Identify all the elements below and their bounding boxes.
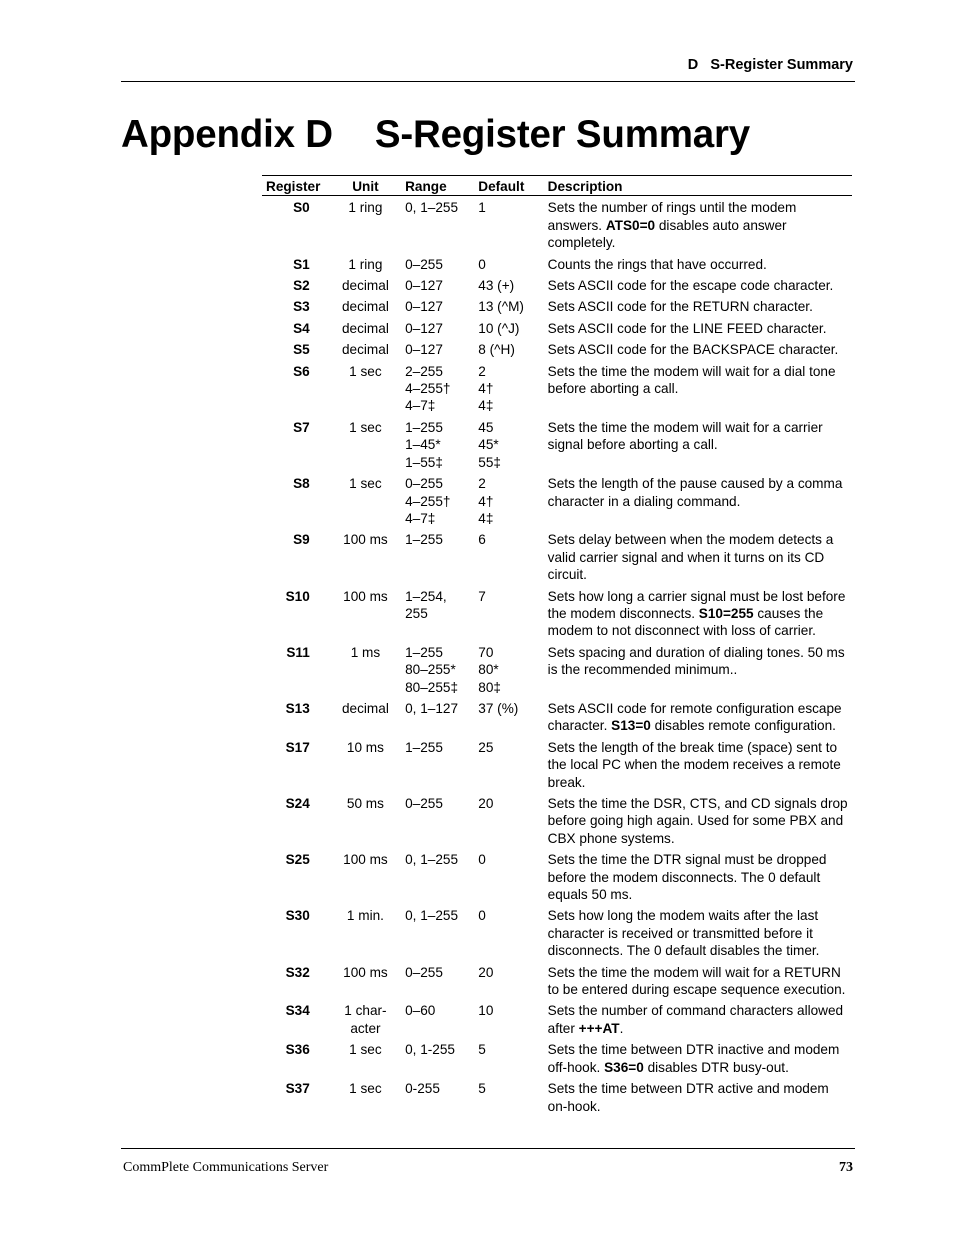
register-cell: S10 xyxy=(285,588,310,604)
table-row xyxy=(262,586,852,642)
range-cell: 0–60 xyxy=(405,1003,436,1019)
description-text: Sets the time the DSR, CTS, and CD signals drop before going high again. Used for some PBX and CBX phone systems. xyxy=(547,796,848,846)
description-cell xyxy=(548,1039,852,1078)
description-cell xyxy=(548,793,852,849)
range-cell: 0–127 xyxy=(405,278,443,294)
description-text: Sets the time the DTR signal must be dropped before the modem disconnects. The 0 default equals 50 ms. xyxy=(547,852,827,903)
unit-cell: 100 ms xyxy=(343,532,388,548)
unit-cell: 100 ms xyxy=(343,852,388,868)
description-cell xyxy=(548,905,852,961)
table-row xyxy=(262,318,852,339)
range-cell: 0–127 xyxy=(405,342,443,358)
register-cell: S25 xyxy=(285,852,310,868)
default-cell: 2 4† 4‡ xyxy=(478,476,494,526)
range-cell: 1–255 80–255* 80–255‡ xyxy=(405,644,459,695)
description-text: Sets the length of the break time (space) sent to the local PC when the modem receives a remote break. xyxy=(547,739,841,790)
table-row xyxy=(262,361,852,417)
description-text: Sets ASCII code for the escape code character. xyxy=(547,278,834,294)
table-row xyxy=(262,275,852,296)
description-text: Sets the time the modem will wait for a carrier signal before aborting a call. xyxy=(547,419,823,453)
description-text: Sets the number of command characters allowed after xyxy=(547,1003,844,1036)
description-text: Sets the time between DTR inactive and modem off-hook. xyxy=(547,1042,840,1075)
table-row xyxy=(262,254,852,275)
register-cell: S7 xyxy=(293,419,310,435)
table-row xyxy=(262,1000,852,1039)
register-cell: S5 xyxy=(293,342,310,358)
table-row xyxy=(262,793,852,849)
unit-cell: 1 ring xyxy=(348,256,383,272)
page-title: Appendix D S-Register Summary xyxy=(121,113,751,156)
column-header-range: Range xyxy=(401,176,478,196)
description-text: Sets how long the modem waits after the last character is received or transmitted before it disconnects. The 0 default disables the timer. xyxy=(547,908,820,959)
register-cell: S36 xyxy=(285,1042,310,1058)
description-cell xyxy=(548,417,852,473)
unit-cell: decimal xyxy=(342,342,389,358)
range-cell: 0–255 xyxy=(405,796,443,811)
range-cell: 0–127 xyxy=(405,320,443,336)
unit-cell: decimal xyxy=(342,299,389,315)
table-body xyxy=(262,196,852,1117)
register-cell: S2 xyxy=(293,278,310,294)
default-cell: 37 (%) xyxy=(478,700,519,716)
range-cell: 1–255 xyxy=(405,532,443,548)
description-cell xyxy=(548,1078,852,1117)
description-cell xyxy=(548,642,852,698)
table-row xyxy=(262,962,852,1001)
default-cell: 13 (^M) xyxy=(478,299,524,315)
range-cell: 0, 1-255 xyxy=(405,1042,455,1058)
description-text: Sets ASCII code for the BACKSPACE character. xyxy=(547,342,839,358)
table-row xyxy=(262,849,852,905)
register-cell: S24 xyxy=(285,796,310,811)
unit-cell: decimal xyxy=(342,320,389,336)
default-cell: 8 (^H) xyxy=(478,342,515,358)
description-text: Sets the time the modem will wait for a dial tone before aborting a call. xyxy=(547,363,836,397)
description-text: Sets spacing and duration of dialing tones. 50 ms is the recommended minimum.. xyxy=(547,644,845,678)
description-cell xyxy=(548,737,852,793)
unit-cell: 1 sec xyxy=(349,419,382,435)
range-cell: 0–255 4–255† 4–7‡ xyxy=(405,476,451,526)
table-row xyxy=(262,473,852,529)
default-cell: 45 45* 55‡ xyxy=(478,419,501,470)
description-cell xyxy=(548,361,852,417)
default-cell: 20 xyxy=(478,964,494,980)
description-cell xyxy=(548,196,852,254)
range-cell: 2–255 4–255† 4–7‡ xyxy=(405,363,451,414)
description-cell xyxy=(548,849,852,905)
range-cell: 0–255 xyxy=(405,256,443,272)
register-cell: S9 xyxy=(293,532,310,548)
table-row xyxy=(262,1078,852,1117)
register-cell: S1 xyxy=(293,256,310,272)
description-cell xyxy=(548,1000,852,1039)
description-cell xyxy=(548,473,852,529)
description-cell xyxy=(548,275,852,296)
default-cell: 70 80* 80‡ xyxy=(478,644,501,695)
default-cell: 0 xyxy=(478,256,486,272)
table-row xyxy=(262,296,852,317)
description-text: Sets ASCII code for the RETURN character. xyxy=(547,299,813,315)
unit-cell: 100 ms xyxy=(343,964,388,980)
description-text: Sets the time the modem will wait for a RETURN to be entered during escape sequence execution. xyxy=(547,964,846,998)
description-text: Sets the number of rings until the modem answers. xyxy=(547,200,797,233)
description-text: Counts the rings that have occurred. xyxy=(547,256,767,272)
default-cell: 5 xyxy=(478,1042,486,1058)
command-text: S13=0 xyxy=(611,718,651,734)
description-cell xyxy=(548,529,852,585)
unit-cell: 1 sec xyxy=(349,363,382,379)
table-row xyxy=(262,905,852,961)
table-row xyxy=(262,529,852,585)
command-text: S10=255 xyxy=(698,605,754,621)
range-cell: 0, 1–255 xyxy=(405,200,459,216)
unit-cell: 1 sec xyxy=(349,1042,382,1058)
table-row xyxy=(262,339,852,360)
register-cell: S4 xyxy=(293,320,310,336)
unit-cell: 1 min. xyxy=(346,908,384,924)
description-text: Sets the length of the pause caused by a comma character in a dialing command. xyxy=(547,476,843,509)
register-cell: S34 xyxy=(285,1003,310,1019)
default-cell: 20 xyxy=(478,796,494,811)
range-cell: 0, 1–255 xyxy=(405,852,459,868)
table-row xyxy=(262,1039,852,1078)
default-cell: 43 (+) xyxy=(478,278,515,294)
register-cell: S30 xyxy=(285,908,310,924)
range-cell: 0–255 xyxy=(405,964,443,980)
register-cell: S3 xyxy=(293,299,310,315)
description-cell xyxy=(548,962,852,1001)
range-cell: 1–255 1–45* 1–55‡ xyxy=(405,419,443,470)
column-header-unit: Unit xyxy=(330,176,401,196)
range-cell: 0–127 xyxy=(405,299,443,315)
description-text: causes the modem to not disconnect with loss of carrier. xyxy=(547,605,824,639)
page-number: 73 xyxy=(839,1160,853,1175)
footer-title: CommPlete Communications Server xyxy=(123,1160,329,1175)
range-cell: 0-255 xyxy=(405,1081,440,1097)
register-cell: S37 xyxy=(285,1081,310,1097)
description-text: Sets the time between DTR active and modem on-hook. xyxy=(547,1081,829,1114)
default-cell: 0 xyxy=(478,852,486,868)
description-cell xyxy=(548,254,852,275)
description-text: Sets ASCII code for the LINE FEED character. xyxy=(547,320,827,336)
default-cell: 25 xyxy=(478,739,494,755)
register-cell: S6 xyxy=(293,363,310,379)
description-cell xyxy=(548,698,852,737)
header-rule xyxy=(121,81,855,82)
unit-cell: 1 ring xyxy=(348,200,383,216)
unit-cell: 1 sec xyxy=(349,1081,382,1097)
command-text: S36=0 xyxy=(604,1059,644,1075)
unit-cell: 1 char- acter xyxy=(344,1003,387,1036)
description-text: Sets ASCII code for remote configuration escape character. xyxy=(547,700,842,734)
description-text: disables DTR busy-out. xyxy=(643,1059,789,1075)
description-text: disables remote configuration. xyxy=(650,718,836,734)
unit-cell: decimal xyxy=(342,700,389,716)
description-text: Sets how long a carrier signal must be lost before the modem disconnects. xyxy=(547,588,846,621)
unit-cell: 50 ms xyxy=(346,796,384,811)
column-header-description: Description xyxy=(548,176,852,196)
s-register-table xyxy=(262,175,852,1117)
default-cell: 10 xyxy=(478,1003,494,1019)
default-cell: 1 xyxy=(478,200,486,216)
unit-cell: 1 ms xyxy=(350,644,381,660)
command-text: ATS0=0 xyxy=(605,217,656,233)
range-cell: 1–254, 255 xyxy=(405,588,447,621)
default-cell: 0 xyxy=(478,908,486,924)
command-text: +++AT xyxy=(578,1020,620,1036)
column-header-register: Register xyxy=(262,176,330,196)
description-cell xyxy=(548,339,852,360)
default-cell: 2 4† 4‡ xyxy=(478,363,494,414)
table-row xyxy=(262,417,852,473)
description-text: disables auto answer completely. xyxy=(547,217,787,251)
column-header-default: Default xyxy=(478,176,547,196)
register-cell: S32 xyxy=(285,964,310,980)
table-header-row xyxy=(262,176,852,196)
default-cell: 6 xyxy=(478,532,486,548)
register-cell: S0 xyxy=(293,200,310,216)
table-row xyxy=(262,196,852,254)
footer-rule xyxy=(121,1148,855,1149)
table-row xyxy=(262,698,852,737)
running-head: D S-Register Summary xyxy=(687,57,853,73)
description-text: . xyxy=(619,1020,624,1036)
range-cell: 0, 1–127 xyxy=(405,700,459,716)
range-cell: 0, 1–255 xyxy=(405,908,459,924)
register-cell: S17 xyxy=(285,739,310,755)
default-cell: 5 xyxy=(478,1081,486,1097)
default-cell: 10 (^J) xyxy=(478,320,520,336)
unit-cell: 1 sec xyxy=(349,476,382,492)
unit-cell: 100 ms xyxy=(343,588,388,604)
register-cell: S8 xyxy=(293,476,310,492)
table-row xyxy=(262,642,852,698)
description-cell xyxy=(548,318,852,339)
description-cell xyxy=(548,296,852,317)
description-cell xyxy=(548,586,852,642)
table-row xyxy=(262,737,852,793)
unit-cell: 10 ms xyxy=(346,739,384,755)
description-text: Sets delay between when the modem detects a valid carrier signal and when it turns on its CD circuit. xyxy=(547,532,834,583)
range-cell: 1–255 xyxy=(405,739,443,755)
register-cell: S11 xyxy=(286,644,310,660)
register-cell: S13 xyxy=(285,700,310,716)
unit-cell: decimal xyxy=(342,278,389,294)
default-cell: 7 xyxy=(478,588,486,604)
